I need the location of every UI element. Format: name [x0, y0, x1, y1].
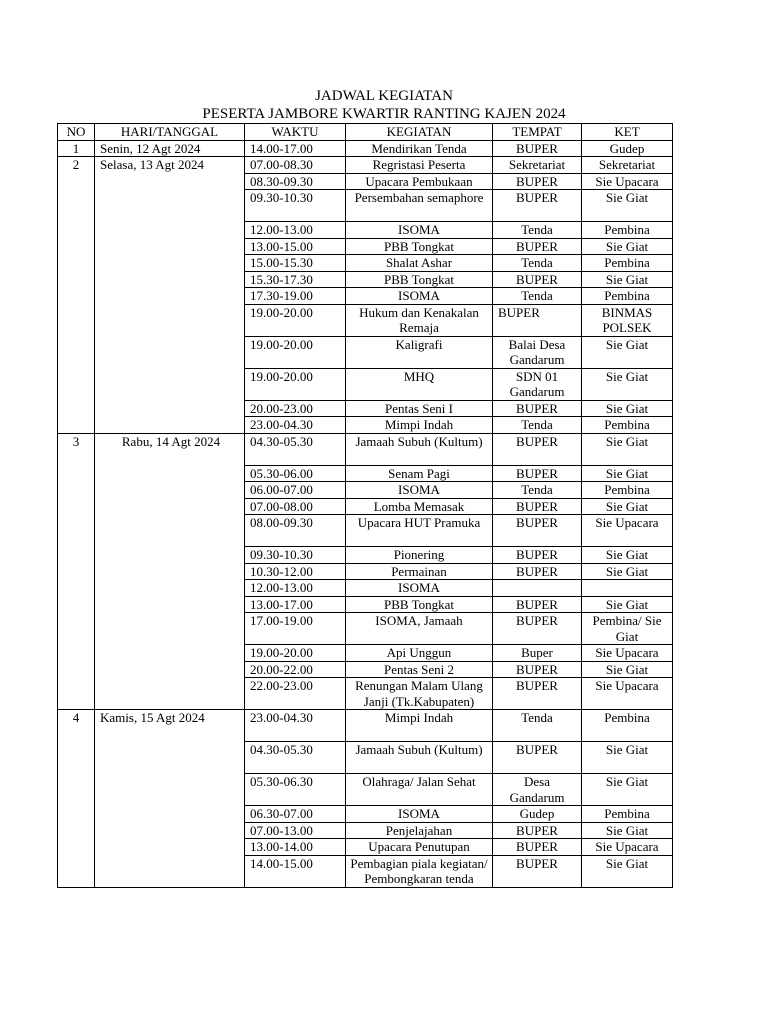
place-cell: Desa Gandarum — [493, 774, 582, 806]
place-cell: Tenda — [493, 417, 582, 434]
activity-cell: ISOMA — [346, 288, 493, 305]
day-number: 4 — [58, 710, 95, 888]
note-cell: Sie Giat — [582, 336, 673, 368]
place-cell: BUPER — [493, 400, 582, 417]
place-cell: Buper — [493, 645, 582, 662]
time-cell: 07.00-13.00 — [245, 822, 346, 839]
place-cell: BUPER — [493, 271, 582, 288]
column-header-no: NO — [58, 124, 95, 141]
activity-cell: Shalat Ashar — [346, 255, 493, 272]
time-cell: 09.30-10.30 — [245, 547, 346, 564]
activity-cell: Pembagian piala kegiatan/ Pembongkaran tenda — [346, 855, 493, 887]
note-cell: BINMAS POLSEK — [582, 304, 673, 336]
place-cell: SDN 01 Gandarum — [493, 368, 582, 400]
note-cell: Sie Upacara — [582, 839, 673, 856]
time-cell: 19.00-20.00 — [245, 368, 346, 400]
activity-cell: Lomba Memasak — [346, 498, 493, 515]
note-cell: Pembina — [582, 806, 673, 823]
place-cell: BUPER — [493, 465, 582, 482]
activity-cell: MHQ — [346, 368, 493, 400]
note-cell: Gudep — [582, 140, 673, 157]
time-cell: 19.00-20.00 — [245, 336, 346, 368]
place-cell: BUPER — [493, 742, 582, 774]
table-row — [58, 157, 673, 174]
activity-cell: Jamaah Subuh (Kultum) — [346, 433, 493, 465]
note-cell: Sie Giat — [582, 238, 673, 255]
time-cell: 05.30-06.00 — [245, 465, 346, 482]
activity-cell: Senam Pagi — [346, 465, 493, 482]
note-cell: Sie Giat — [582, 368, 673, 400]
time-cell: 13.00-14.00 — [245, 839, 346, 856]
time-cell: 13.00-17.00 — [245, 596, 346, 613]
note-cell: Pembina — [582, 255, 673, 272]
column-header-date: HARI/TANGGAL — [95, 124, 245, 141]
note-cell: Sie Giat — [582, 563, 673, 580]
note-cell: Sie Giat — [582, 855, 673, 887]
table-row — [58, 140, 673, 157]
place-cell: Sekretariat — [493, 157, 582, 174]
time-cell: 04.30-05.30 — [245, 433, 346, 465]
note-cell: Sie Giat — [582, 661, 673, 678]
note-cell: Sie Giat — [582, 742, 673, 774]
place-cell: Gudep — [493, 806, 582, 823]
activity-cell: ISOMA — [346, 806, 493, 823]
activity-cell: Upacara Pembukaan — [346, 173, 493, 190]
document-heading — [0, 87, 768, 123]
document-title: JADWAL KEGIATAN — [315, 88, 453, 104]
note-cell: Sie Upacara — [582, 645, 673, 662]
time-cell: 17.30-19.00 — [245, 288, 346, 305]
column-header-place: TEMPAT — [493, 124, 582, 141]
place-cell: BUPER — [493, 613, 582, 645]
time-cell: 15.30-17.30 — [245, 271, 346, 288]
activity-cell: ISOMA — [346, 222, 493, 239]
activity-cell: Regristasi Peserta — [346, 157, 493, 174]
activity-cell: PBB Tongkat — [346, 271, 493, 288]
column-header-time: WAKTU — [245, 124, 346, 141]
place-cell: BUPER — [493, 173, 582, 190]
time-cell: 04.30-05.30 — [245, 742, 346, 774]
activity-cell: PBB Tongkat — [346, 238, 493, 255]
column-header-note: KET — [582, 124, 673, 141]
activity-cell: Renungan Malam Ulang Janji (Tk.Kabupaten) — [346, 678, 493, 710]
day-number: 2 — [58, 157, 95, 434]
activity-cell: Mimpi Indah — [346, 710, 493, 742]
activity-cell: Kaligrafi — [346, 336, 493, 368]
time-cell: 19.00-20.00 — [245, 304, 346, 336]
note-cell: Sie Giat — [582, 400, 673, 417]
note-cell: Sie Giat — [582, 498, 673, 515]
note-cell: Pembina — [582, 710, 673, 742]
activity-cell: ISOMA — [346, 580, 493, 597]
place-cell: BUPER — [493, 661, 582, 678]
activity-cell: ISOMA, Jamaah — [346, 613, 493, 645]
time-cell: 12.00-13.00 — [245, 222, 346, 239]
note-cell: Sekretariat — [582, 157, 673, 174]
note-cell: Sie Giat — [582, 596, 673, 613]
place-cell: BUPER — [493, 855, 582, 887]
activity-cell: Upacara HUT Pramuka — [346, 515, 493, 547]
place-cell: BUPER — [493, 433, 582, 465]
place-cell: Tenda — [493, 288, 582, 305]
place-cell: BUPER — [493, 678, 582, 710]
schedule-table — [57, 123, 673, 888]
day-number: 3 — [58, 433, 95, 710]
note-cell: Pembina — [582, 417, 673, 434]
note-cell: Pembina/ Sie Giat — [582, 613, 673, 645]
activity-cell: Persembahan semaphore — [346, 190, 493, 222]
day-date: Rabu, 14 Agt 2024 — [95, 433, 245, 710]
place-cell: Tenda — [493, 255, 582, 272]
place-cell: Balai Desa Gandarum — [493, 336, 582, 368]
activity-cell: Pentas Seni I — [346, 400, 493, 417]
time-cell: 17.00-19.00 — [245, 613, 346, 645]
day-number: 1 — [58, 140, 95, 157]
activity-cell: Jamaah Subuh (Kultum) — [346, 742, 493, 774]
place-cell — [493, 580, 582, 597]
time-cell: 23.00-04.30 — [245, 417, 346, 434]
activity-cell: Api Unggun — [346, 645, 493, 662]
place-cell: BUPER — [493, 498, 582, 515]
place-cell: BUPER — [493, 190, 582, 222]
time-cell: 07.00-08.30 — [245, 157, 346, 174]
day-date: Senin, 12 Agt 2024 — [95, 140, 245, 157]
note-cell — [582, 580, 673, 597]
activity-cell: Mendirikan Tenda — [346, 140, 493, 157]
time-cell: 14.00-17.00 — [245, 140, 346, 157]
time-cell: 06.30-07.00 — [245, 806, 346, 823]
time-cell: 05.30-06.30 — [245, 774, 346, 806]
note-cell: Sie Giat — [582, 547, 673, 564]
time-cell: 19.00-20.00 — [245, 645, 346, 662]
day-date: Kamis, 15 Agt 2024 — [95, 710, 245, 888]
activity-cell: ISOMA — [346, 482, 493, 499]
activity-cell: Pionering — [346, 547, 493, 564]
activity-cell: Upacara Penutupan — [346, 839, 493, 856]
column-header-activity: KEGIATAN — [346, 124, 493, 141]
activity-cell: Permainan — [346, 563, 493, 580]
time-cell: 15.00-15.30 — [245, 255, 346, 272]
place-cell: BUPER — [493, 304, 582, 336]
time-cell: 08.00-09.30 — [245, 515, 346, 547]
activity-cell: Olahraga/ Jalan Sehat — [346, 774, 493, 806]
note-cell: Sie Upacara — [582, 173, 673, 190]
activity-cell: Penjelajahan — [346, 822, 493, 839]
place-cell: BUPER — [493, 822, 582, 839]
table-row — [58, 433, 673, 465]
activity-cell: Hukum dan Kenakalan Remaja — [346, 304, 493, 336]
document-subtitle: PESERTA JAMBORE KWARTIR RANTING KAJEN 2024 — [202, 106, 566, 122]
note-cell: Pembina — [582, 482, 673, 499]
place-cell: BUPER — [493, 563, 582, 580]
place-cell: BUPER — [493, 547, 582, 564]
note-cell: Pembina — [582, 222, 673, 239]
time-cell: 20.00-22.00 — [245, 661, 346, 678]
time-cell: 20.00-23.00 — [245, 400, 346, 417]
time-cell: 13.00-15.00 — [245, 238, 346, 255]
time-cell: 08.30-09.30 — [245, 173, 346, 190]
place-cell: BUPER — [493, 839, 582, 856]
time-cell: 06.00-07.00 — [245, 482, 346, 499]
day-date: Selasa, 13 Agt 2024 — [95, 157, 245, 434]
table-header-row — [58, 124, 673, 141]
activity-cell: Pentas Seni 2 — [346, 661, 493, 678]
note-cell: Sie Giat — [582, 271, 673, 288]
activity-cell: PBB Tongkat — [346, 596, 493, 613]
time-cell: 10.30-12.00 — [245, 563, 346, 580]
note-cell: Pembina — [582, 288, 673, 305]
time-cell: 07.00-08.00 — [245, 498, 346, 515]
place-cell: Tenda — [493, 710, 582, 742]
place-cell: BUPER — [493, 596, 582, 613]
note-cell: Sie Giat — [582, 822, 673, 839]
time-cell: 14.00-15.00 — [245, 855, 346, 887]
note-cell: Sie Giat — [582, 190, 673, 222]
place-cell: Tenda — [493, 482, 582, 499]
time-cell: 09.30-10.30 — [245, 190, 346, 222]
time-cell: 23.00-04.30 — [245, 710, 346, 742]
note-cell: Sie Upacara — [582, 678, 673, 710]
time-cell: 22.00-23.00 — [245, 678, 346, 710]
place-cell: Tenda — [493, 222, 582, 239]
place-cell: BUPER — [493, 238, 582, 255]
activity-cell: Mimpi Indah — [346, 417, 493, 434]
table-row — [58, 710, 673, 742]
place-cell: BUPER — [493, 140, 582, 157]
note-cell: Sie Upacara — [582, 515, 673, 547]
note-cell: Sie Giat — [582, 433, 673, 465]
note-cell: Sie Giat — [582, 774, 673, 806]
time-cell: 12.00-13.00 — [245, 580, 346, 597]
note-cell: Sie Giat — [582, 465, 673, 482]
place-cell: BUPER — [493, 515, 582, 547]
